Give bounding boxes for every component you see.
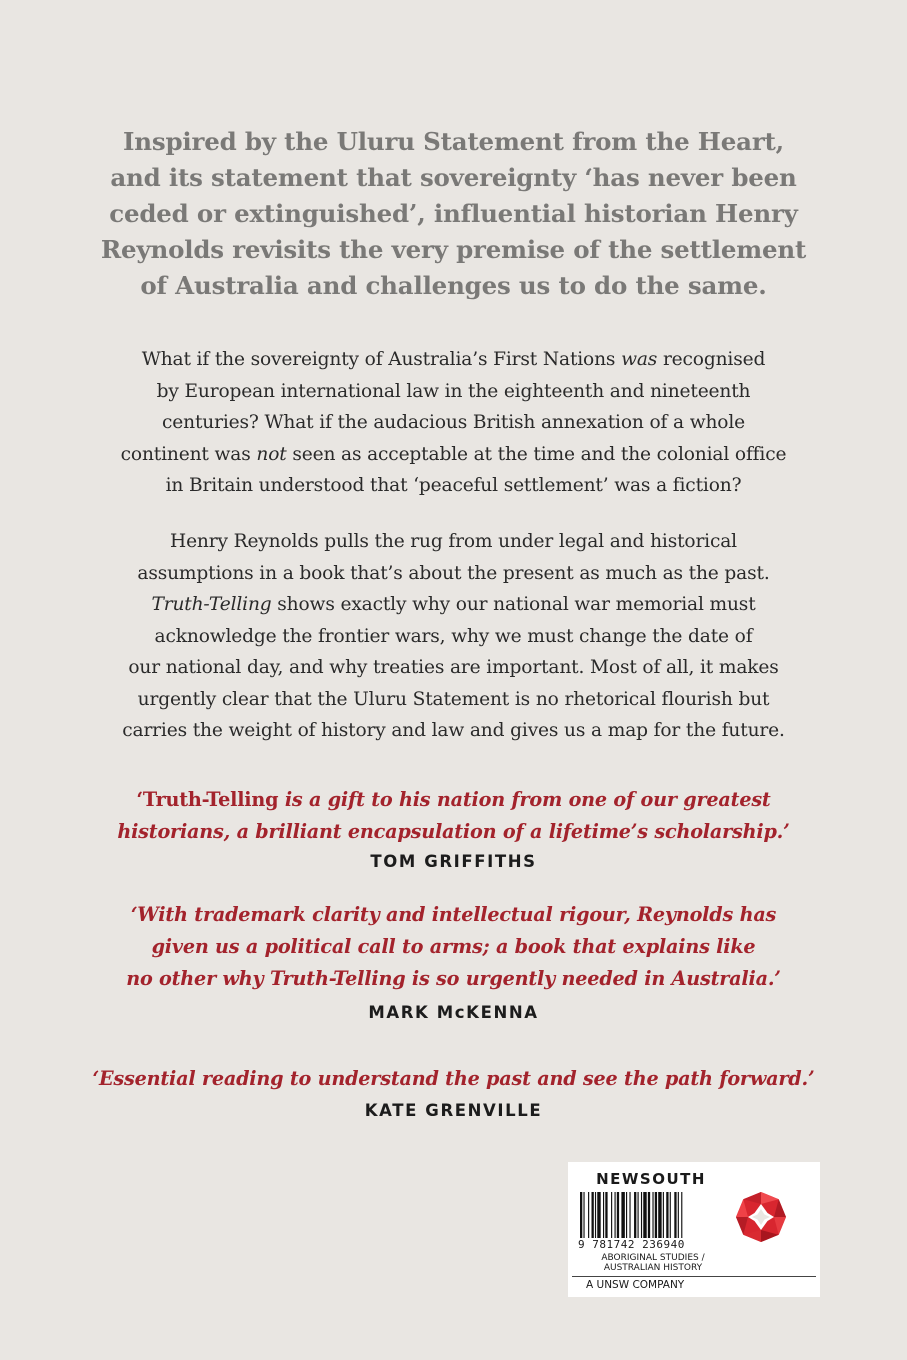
text-run: seen as acceptable at the time and the colonial office <box>286 443 787 465</box>
paragraph-line: acknowledge the frontier wars, why we must change the date of <box>154 625 753 647</box>
divider <box>572 1276 816 1277</box>
barcode-bar <box>629 1192 630 1238</box>
barcode-bar <box>658 1192 661 1238</box>
paragraph-line: assumptions in a book that’s about the present as much as the past. <box>137 562 770 584</box>
barcode-bar <box>615 1192 616 1238</box>
intro-line: of Australia and challenges us to do the same. <box>140 271 767 300</box>
intro-line: ceded or extinguished’, influential historian Henry <box>109 199 798 228</box>
barcode-bar <box>674 1192 676 1238</box>
quote-line: ‘With trademark clarity and intellectual rigour, Reynolds has <box>130 903 777 926</box>
barcode-bar <box>611 1192 612 1238</box>
emphasis-was: was <box>621 349 658 370</box>
endorsement-quote-1 <box>40 784 867 848</box>
publisher-panel <box>568 1162 820 1297</box>
barcode-bar <box>641 1192 642 1238</box>
quote-author-3: KATE GRENVILLE <box>364 1101 543 1120</box>
barcode-bar <box>605 1192 607 1238</box>
quote-line: no other why Truth-Telling is so urgently needed in Australia.’ <box>126 967 781 990</box>
description-paragraph-1 <box>40 344 867 502</box>
barcode-bar <box>655 1192 657 1238</box>
barcode-bar <box>617 1192 619 1238</box>
quote-line <box>40 784 867 816</box>
quote-line: historians, a brilliant encapsulation of a lifetime’s scholarship.’ <box>117 820 790 843</box>
quote-author-2: MARK McKENNA <box>368 1003 539 1022</box>
intro-line: Inspired by the Uluru Statement from the Heart, <box>123 127 784 156</box>
quote-title-run: ‘Truth-Telling <box>136 788 279 811</box>
description-paragraph-2 <box>40 526 867 747</box>
barcode-bar <box>595 1192 596 1238</box>
barcode-graphic <box>578 1192 728 1240</box>
endorsement-quote-3 <box>40 1063 867 1095</box>
barcode-bar <box>652 1192 653 1238</box>
barcode-bar <box>648 1192 650 1238</box>
barcode-bar <box>678 1192 679 1238</box>
paragraph-line: urgently clear that the Uluru Statement is no rhetorical flourish but <box>137 688 770 710</box>
paragraph-line: centuries? What if the audacious British annexation of a whole <box>162 412 745 433</box>
intro-line: and its statement that sovereignty ‘has never been <box>110 163 797 192</box>
logo-graphic <box>734 1190 788 1244</box>
paragraph-line: by European international law in the eighteenth and nineteenth <box>156 380 751 402</box>
red-faceted-gem-icon <box>734 1190 788 1244</box>
text-run: continent was <box>120 443 257 465</box>
barcode <box>578 1192 728 1240</box>
barcode-bar <box>588 1192 589 1238</box>
barcode-bar <box>670 1192 671 1238</box>
barcode-bar <box>663 1192 664 1238</box>
barcode-bar <box>638 1192 639 1238</box>
subject-category <box>578 1253 728 1273</box>
intro-line: Reynolds revisits the very premise of the settlement <box>100 235 807 264</box>
publisher-name: NEWSOUTH <box>596 1170 706 1188</box>
quote-line: ‘Essential reading to understand the past and see the path forward.’ <box>92 1067 815 1090</box>
intro-blurb <box>60 124 847 304</box>
quote-line: given us a political call to arms; a book that explains like <box>151 935 756 958</box>
paragraph-line: in Britain understood that ‘peaceful settlement’ was a fiction? <box>165 475 742 496</box>
text-run: shows exactly why our national war memorial must <box>271 594 756 615</box>
paragraph-line <box>40 589 867 621</box>
barcode-bar <box>580 1192 582 1238</box>
endorsement-quote-2 <box>40 899 867 995</box>
text-run: What if the sovereignty of Australia’s First Nations <box>141 349 622 370</box>
barcode-bar <box>666 1192 668 1238</box>
barcode-bar <box>634 1192 636 1238</box>
paragraph-line: our national day, and why treaties are important. Most of all, it makes <box>128 657 779 678</box>
barcode-bar <box>626 1192 627 1238</box>
barcode-bar <box>583 1192 584 1238</box>
text-run: recognised <box>657 349 766 370</box>
paragraph-line: Henry Reynolds pulls the rug from under legal and historical <box>170 531 737 552</box>
isbn-digits: 9 781742 236940 <box>578 1238 685 1251</box>
barcode-bar <box>603 1192 604 1238</box>
book-title-emphasis: Truth-Telling <box>151 594 272 615</box>
subject-line: ABORIGINAL STUDIES / <box>601 1253 705 1263</box>
barcode-bar <box>621 1192 624 1238</box>
subject-line: AUSTRALIAN HISTORY <box>603 1263 703 1273</box>
company-tagline: A UNSW COMPANY <box>586 1279 685 1291</box>
paragraph-line: carries the weight of history and law and gives us a map for the future. <box>122 720 785 741</box>
barcode-bar <box>597 1192 600 1238</box>
text-run: is a gift to his nation from one of our greatest <box>278 788 771 811</box>
emphasis-not: not <box>256 443 287 465</box>
paragraph-line <box>40 439 867 471</box>
quote-author-1: TOM GRIFFITHS <box>370 852 537 871</box>
barcode-bar <box>681 1192 682 1238</box>
paragraph-line <box>40 344 867 376</box>
barcode-bar <box>592 1192 594 1238</box>
barcode-bar <box>643 1192 646 1238</box>
